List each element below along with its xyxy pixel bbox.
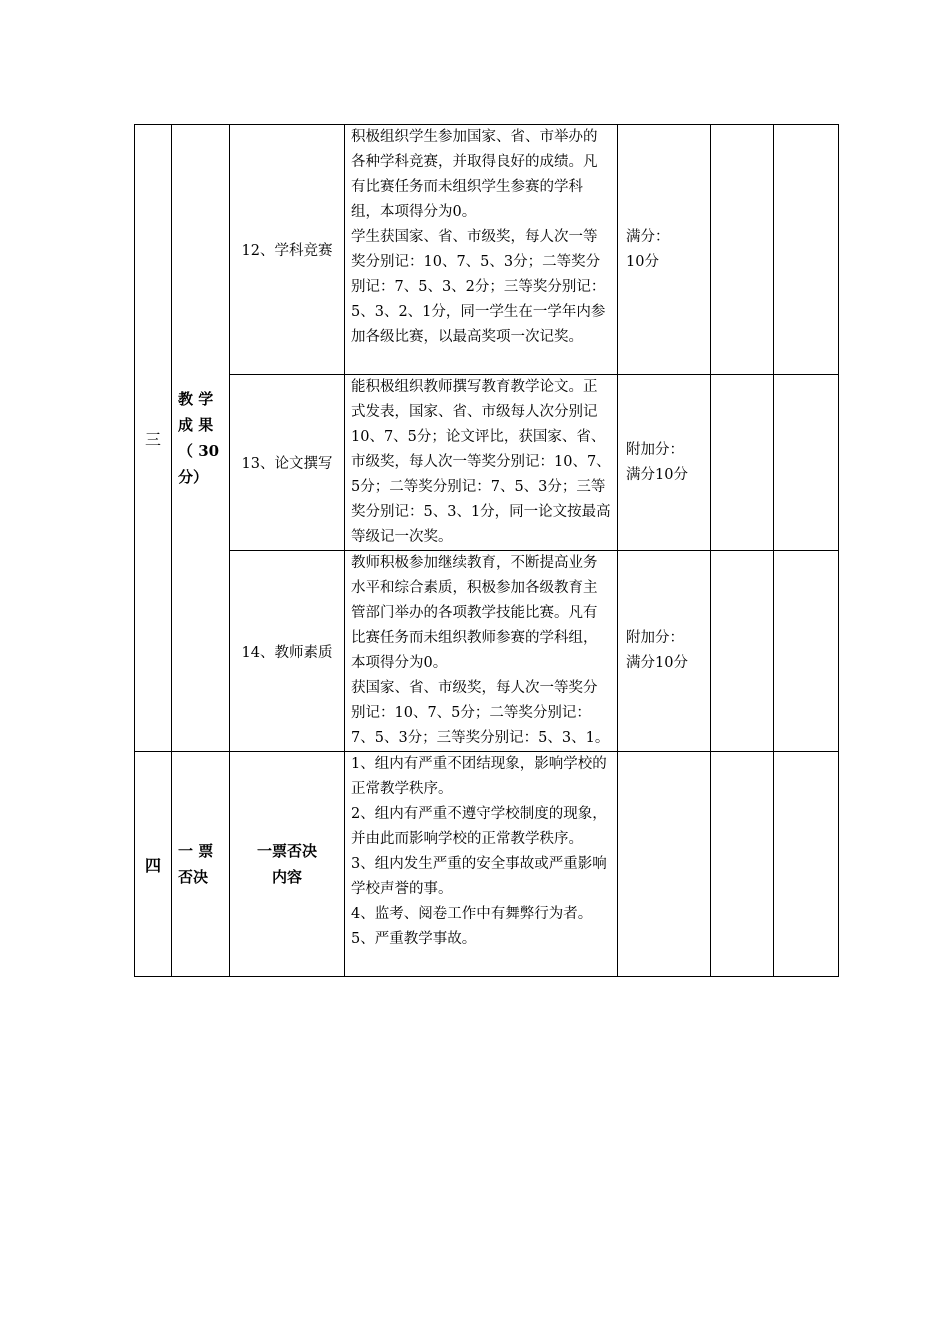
category-cell <box>172 125 230 752</box>
category-line: （ 30 <box>178 442 220 460</box>
category-line: 否决 <box>178 868 209 886</box>
item-score <box>618 375 711 551</box>
item-description <box>345 125 618 375</box>
table-row <box>135 752 839 977</box>
empty-cell <box>711 551 774 752</box>
veto-label-line: 一票否决 <box>256 842 317 860</box>
empty-cell <box>774 125 839 375</box>
empty-cell <box>711 125 774 375</box>
section-number: 四 <box>135 752 172 977</box>
score-label: 附加分： <box>626 441 684 458</box>
score-label: 附加分： <box>626 630 684 646</box>
item-description <box>345 551 618 752</box>
veto-condition: 2、组内有严重不遵守学校制度的现象，并由此而影响学校的正常教学秩序。 <box>351 806 607 847</box>
veto-label-line: 内容 <box>271 868 302 886</box>
score-value: 满分10分 <box>626 466 688 483</box>
item-name: 12、学科竞赛 <box>230 125 345 375</box>
description-paragraph: 教师积极参加继续教育，不断提高业务水平和综合素质，积极参加各级教育主管部门举办的各项教学技能比赛。凡有比赛任务而未组织教师参赛的学科组，本项得分为0。 <box>351 555 598 671</box>
table-row <box>135 375 839 551</box>
item-description <box>345 375 618 551</box>
veto-condition: 3、组内发生严重的安全事故或严重影响学校声誉的事。 <box>351 856 607 897</box>
description-paragraph: 积极组织学生参加国家、省、市举办的各种学科竞赛，并取得良好的成绩。凡有比赛任务而未组织学生参赛的学科组，本项得分为0。 <box>351 129 598 220</box>
description-paragraph: 能积极组织教师撰写教育教学论文。正式发表，国家、省、市级每人次分别记10、7、5分；论文评比，获国家、省、市级奖，每人次一等奖分别记：10、7、5分；二等奖分别记：7、5、3分；三等奖分别记：5、3、1分，同一论文按最高等级记一次奖。 <box>351 379 611 545</box>
evaluation-table <box>134 124 839 977</box>
category-line: 成 果 <box>178 416 214 434</box>
item-score <box>618 125 711 375</box>
empty-cell <box>711 375 774 551</box>
empty-cell <box>774 551 839 752</box>
empty-cell <box>618 752 711 977</box>
veto-description <box>345 752 618 977</box>
empty-cell <box>774 375 839 551</box>
description-paragraph: 获国家、省、市级奖，每人次一等奖分别记：10、7、5分；二等奖分别记：7、5、3分；三等奖分别记：5、3、1。 <box>351 680 610 746</box>
veto-item-label <box>230 752 345 977</box>
score-label: 满分： <box>626 228 670 245</box>
empty-cell <box>711 752 774 977</box>
section-number: 三 <box>135 125 172 752</box>
category-line: 分） <box>178 468 209 486</box>
item-name: 13、论文撰写 <box>230 375 345 551</box>
score-value: 10分 <box>626 253 659 270</box>
category-line: 教 学 <box>178 390 214 408</box>
empty-cell <box>774 752 839 977</box>
veto-condition: 4、监考、阅卷工作中有舞弊行为者。 <box>351 906 593 922</box>
score-value: 满分10分 <box>626 655 688 671</box>
veto-condition: 1、组内有严重不团结现象，影响学校的正常教学秩序。 <box>351 756 607 797</box>
description-paragraph: 学生获国家、省、市级奖，每人次一等奖分别记：10、7、5、3分；二等奖分别记：7、5、3、2分；三等奖分别记：5、3、2、1分，同一学生在一学年内参加各级比赛，以最高奖项一次记奖。 <box>351 229 606 345</box>
table-row <box>135 551 839 752</box>
item-name: 14、教师素质 <box>230 551 345 752</box>
category-line: 一 票 <box>178 842 214 860</box>
category-cell <box>172 752 230 977</box>
veto-condition: 5、严重教学事故。 <box>351 931 477 947</box>
table-row <box>135 125 839 375</box>
item-score <box>618 551 711 752</box>
